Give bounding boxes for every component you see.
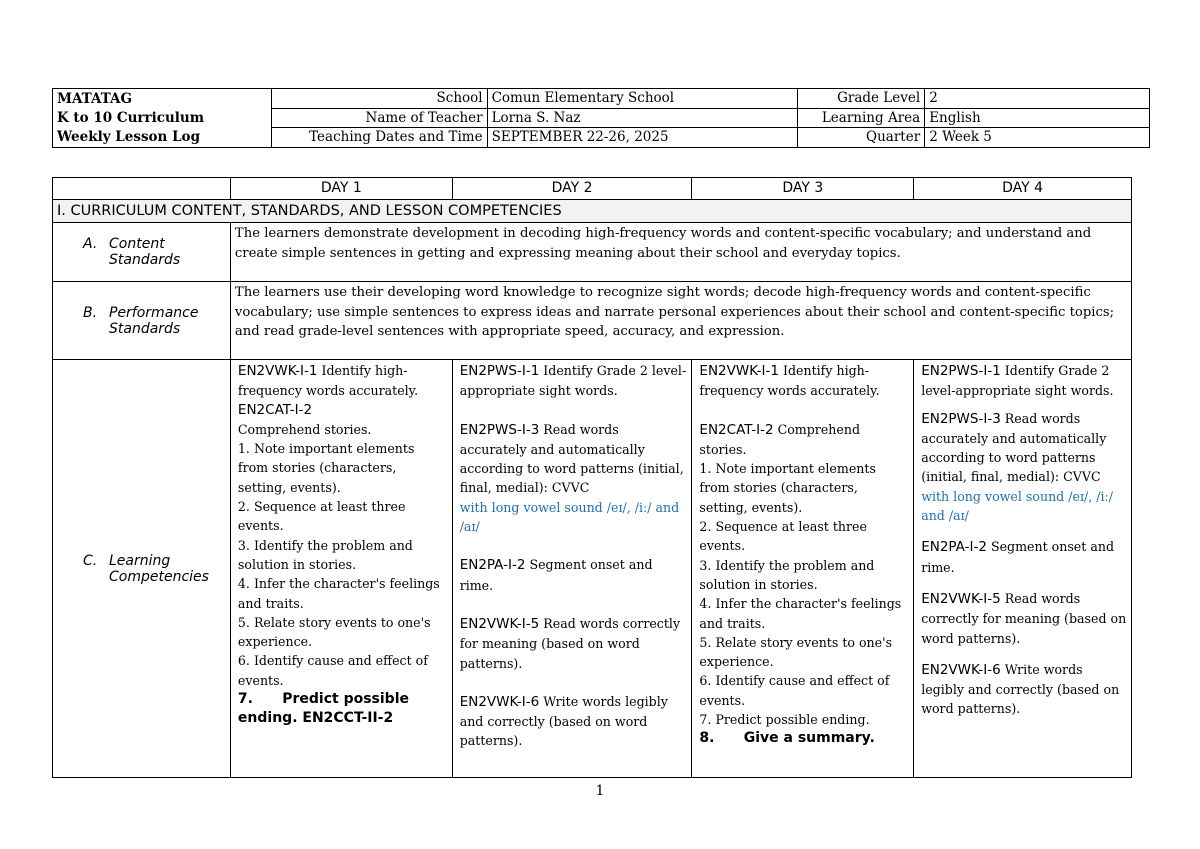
day-1-header: DAY 1: [230, 178, 452, 200]
lesson-log-header: [52, 88, 1150, 148]
teacher-label: Name of Teacher: [271, 108, 487, 128]
list-item: 2. Sequence at least three events.: [699, 519, 867, 554]
list-item: 3. Identify the problem and solution in stories.: [699, 557, 875, 592]
list-item: 3. Identify the problem and solution in stories.: [237, 537, 413, 572]
learning-area-label: Learning Area: [798, 108, 925, 128]
list-item: 1. Note important elements from stories (characters, setting, events).: [699, 461, 876, 515]
row-letter: C.: [83, 552, 98, 569]
teacher-value: Lorna S. Naz: [487, 108, 798, 128]
list-item: 4. Infer the character's feelings and traits.: [699, 596, 902, 631]
performance-standards-label: B. Performance Standards: [53, 282, 231, 360]
list-item: 6. Identify cause and effect of events.: [237, 653, 428, 688]
row-letter: B.: [83, 304, 98, 321]
learning-competencies-row: [53, 360, 1132, 778]
title-line-1: MATATAG: [57, 91, 133, 107]
list-item: 7. Predict possible ending.: [699, 712, 870, 728]
learning-area-value: English: [925, 108, 1150, 128]
content-standards-row: [53, 223, 1132, 282]
school-value: Comun Elementary School: [487, 89, 798, 109]
list-item: 5. Relate story events to one's experience.: [699, 634, 893, 670]
list-item: 6. Identify cause and effect of events.: [699, 673, 890, 708]
day-3-competencies: EN2VWK-I-1 Identify high-frequency words accurately. EN2CAT-I-2 Comprehend stories. 1. Note important elements from stories (characters, setting, events). 2. Sequence at least three events. 3. Identify the problem and solution in stories. 4. Infer the character's feelings and traits. 5. Relate story events to one's experience. 6. Identify cause and effect of events. 7. Predict possible ending. 8. Give a summary.: [692, 360, 914, 778]
list-item: 4. Infer the character's feelings and traits.: [237, 576, 440, 611]
row-letter: A.: [83, 236, 98, 252]
corner-cell: [53, 178, 231, 200]
day-3-header: DAY 3: [692, 178, 914, 200]
day-4-competencies: EN2PWS-I-1 Identify Grade 2 level-appropriate sight words. EN2PWS-I-3 Read words accurately and automatically according to word patterns (initial, final, medial): CVVC with long vowel sound /eɪ/, /iː/ and /aɪ/ EN2PA-I-2 Segment onset and rime. EN2VWK-I-5 Read words correctly for meaning (based on word patterns). EN2VWK-I-6 Write words legibly and correctly (based on word patterns).: [914, 360, 1132, 778]
list-item: 8. Give a summary.: [699, 730, 875, 747]
list-item: 5. Relate story events to one's experience.: [237, 614, 431, 650]
dates-label: Teaching Dates and Time: [271, 128, 487, 148]
day-header-row: [53, 178, 1132, 200]
performance-standards-row: [53, 282, 1132, 360]
list-item: 7. Predict possible ending. EN2CCT-II-2: [237, 691, 414, 727]
section-title: I. CURRICULUM CONTENT, STANDARDS, AND LESSON COMPETENCIES: [53, 200, 1132, 223]
list-item: 1. Note important elements from stories (characters, setting, events).: [237, 441, 415, 495]
lesson-log-table: [52, 177, 1132, 778]
quarter-value: 2 Week 5: [925, 128, 1150, 148]
day-1-competencies: EN2VWK-I-1 Identify high-frequency words accurately. EN2CAT-I-2 Comprehend stories. 1. Note important elements from stories (characters, setting, events). 2. Sequence at least three events. 3. Identify the problem and solution in stories. 4. Infer the character's feelings and traits. 5. Relate story events to one's experience. 6. Identify cause and effect of events. 7. Predict possible ending. EN2CCT-II-2: [230, 360, 452, 778]
page-number: 1: [595, 783, 605, 799]
grade-level-label: Grade Level: [798, 89, 925, 109]
quarter-label: Quarter: [798, 128, 925, 148]
performance-standards-text: The learners use their developing word knowledge to recognize sight words; decode high-frequency words and content-specific vocabulary; use simple sentences to express ideas and narrate personal experiences about their school and content-specific topics; and read grade-level sentences with appropriate speed, accuracy, and expression.: [230, 282, 1131, 360]
content-standards-text: The learners demonstrate development in decoding high-frequency words and content-specific vocabulary; and understand and create simple sentences in getting and expressing meaning about their school and everyday topics.: [230, 223, 1131, 282]
grade-level-value: 2: [925, 89, 1150, 109]
learning-competencies-label: C. Learning Competencies: [53, 360, 231, 778]
list-item: 2. Sequence at least three events.: [237, 499, 406, 534]
day-4-header: DAY 4: [914, 178, 1132, 200]
day-2-competencies: EN2PWS-I-1 Identify Grade 2 level-appropriate sight words. EN2PWS-I-3 Read words accurately and automatically according to word patterns (initial, final, medial): CVVC with long vowel sound /eɪ/, /iː/ and /aɪ/ EN2PA-I-2 Segment onset and rime. EN2VWK-I-5 Read words correctly for meaning (based on word patterns). EN2VWK-I-6 Write words legibly and correctly (based on word patterns).: [452, 360, 692, 778]
day-2-header: DAY 2: [452, 178, 692, 200]
title-line-2: K to 10 Curriculum: [57, 110, 205, 126]
title-line-3: Weekly Lesson Log: [57, 129, 201, 145]
school-label: School: [271, 89, 487, 109]
document-title: [53, 89, 272, 148]
content-standards-label: A. Content Standards: [53, 223, 231, 282]
section-header-row: [53, 200, 1132, 223]
dates-value: SEPTEMBER 22-26, 2025: [487, 128, 798, 148]
